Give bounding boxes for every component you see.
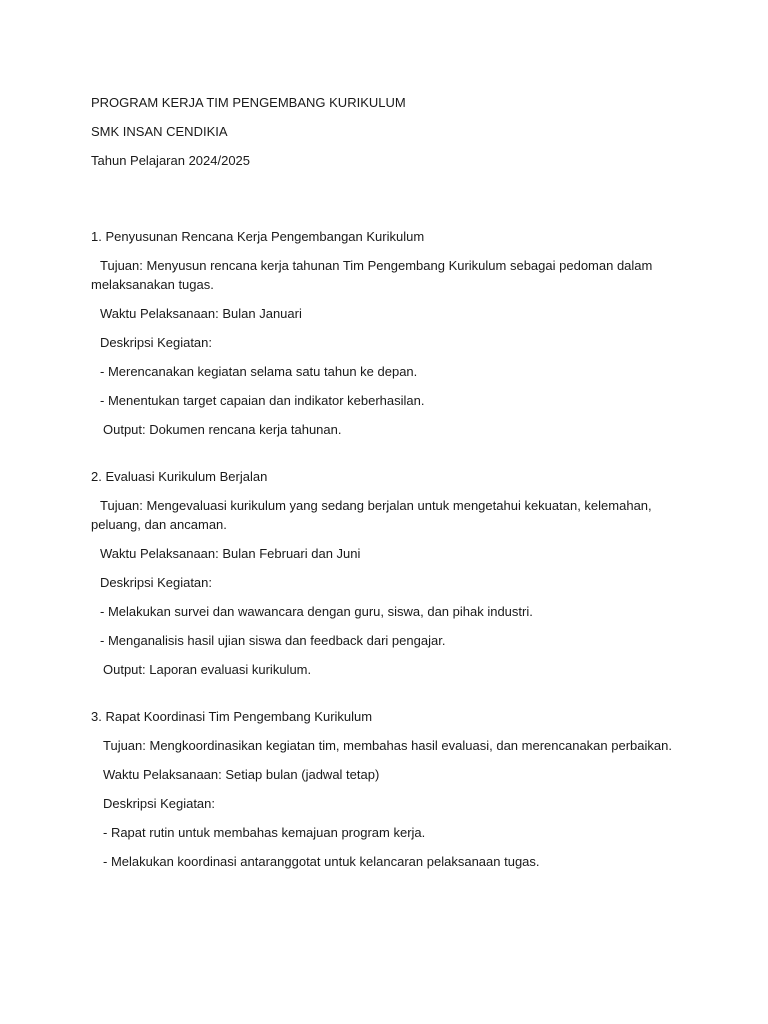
section-goal: Tujuan: Menyusun rencana kerja tahunan Tim Pengembang Kurikulum sebagai pedoman dalam melaksanakan tugas.	[91, 258, 656, 292]
spacer	[91, 170, 681, 227]
section-title: 2. Evaluasi Kurikulum Berjalan	[91, 469, 268, 484]
section-schedule: Waktu Pelaksanaan: Bulan Februari dan Juni	[100, 546, 361, 561]
academic-year: Tahun Pelajaran 2024/2025	[91, 153, 251, 168]
section-title: 1. Penyusunan Rencana Kerja Pengembangan Kurikulum	[91, 229, 425, 244]
section-output: Output: Laporan evaluasi kurikulum.	[103, 662, 312, 677]
section-goal: Tujuan: Mengkoordinasikan kegiatan tim, membahas hasil evaluasi, dan merencanakan perbaikan.	[103, 738, 672, 753]
section-goal: Tujuan: Mengevaluasi kurikulum yang sedang berjalan untuk mengetahui kekuatan, kelemahan, peluang, dan ancaman.	[91, 498, 656, 532]
list-item: - Merencanakan kegiatan selama satu tahun ke depan.	[100, 364, 418, 379]
section-description-label: Deskripsi Kegiatan:	[103, 796, 215, 811]
section-description-label: Deskripsi Kegiatan:	[100, 335, 212, 350]
list-item: - Rapat rutin untuk membahas kemajuan program kerja.	[103, 825, 426, 840]
section-1	[91, 227, 681, 439]
section-output: Output: Dokumen rencana kerja tahunan.	[103, 422, 342, 437]
section-schedule: Waktu Pelaksanaan: Setiap bulan (jadwal tetap)	[103, 767, 380, 782]
section-3	[91, 707, 681, 871]
document-title: PROGRAM KERJA TIM PENGEMBANG KURIKULUM	[91, 95, 406, 110]
spacer	[91, 679, 681, 707]
document-page	[91, 93, 681, 881]
section-schedule: Waktu Pelaksanaan: Bulan Januari	[100, 306, 302, 321]
section-description-label: Deskripsi Kegiatan:	[100, 575, 212, 590]
list-item: - Melakukan koordinasi antaranggotat untuk kelancaran pelaksanaan tugas.	[103, 854, 540, 869]
section-2	[91, 467, 681, 679]
spacer	[91, 439, 681, 467]
list-item: - Melakukan survei dan wawancara dengan guru, siswa, dan pihak industri.	[100, 604, 533, 619]
school-name: SMK INSAN CENDIKIA	[91, 124, 228, 139]
list-item: - Menganalisis hasil ujian siswa dan feedback dari pengajar.	[100, 633, 446, 648]
section-title: 3. Rapat Koordinasi Tim Pengembang Kurikulum	[91, 709, 373, 724]
list-item: - Menentukan target capaian dan indikator keberhasilan.	[100, 393, 425, 408]
